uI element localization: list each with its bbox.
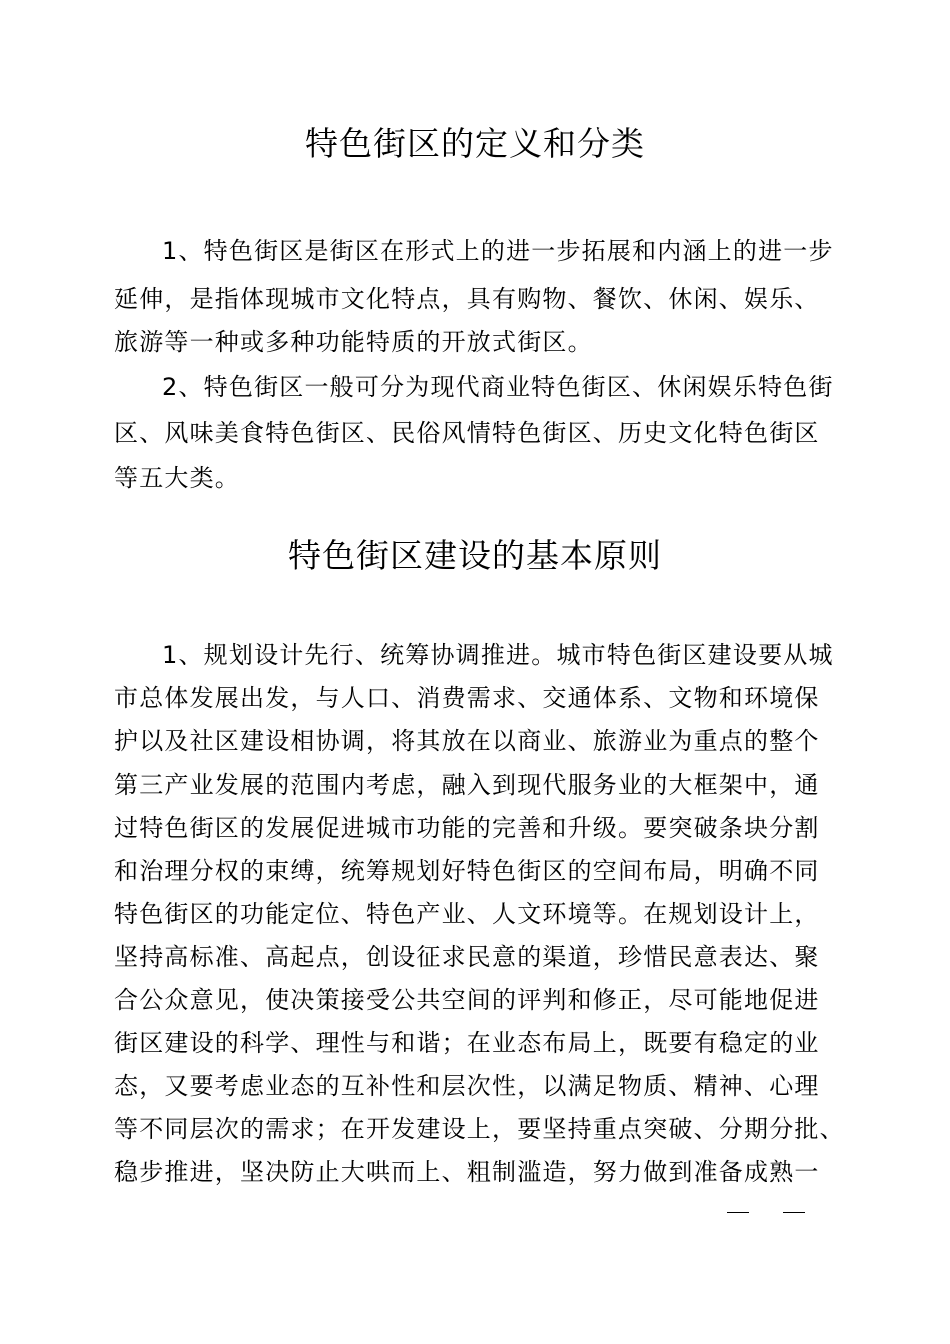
section-1-paragraph-line: 延伸，是指体现城市文化特点，具有购物、餐饮、休闲、娱乐、 <box>114 285 820 313</box>
section-1-paragraph-line: 等五大类。 <box>114 464 240 492</box>
section-2-paragraph-line: 坚持高标准、高起点，创设征求民意的渠道，珍惜民意表达、聚 <box>114 943 820 971</box>
section-2-paragraph-line: 等不同层次的需求；在开发建设上，要坚持重点突破、分期分批、 <box>114 1115 845 1143</box>
section-2-paragraph-line: 态，又要考虑业态的互补性和层次性，以满足物质、精神、心理 <box>114 1072 820 1100</box>
section-1-paragraph-line: 1、特色街区是街区在形式上的进一步拓展和内涵上的进一步 <box>162 237 834 265</box>
section-2-paragraph-line: 合公众意见，使决策接受公共空间的评判和修正，尽可能地促进 <box>114 986 820 1014</box>
section-1-paragraph-line: 区、风味美食特色街区、民俗风情特色街区、历史文化特色街区 <box>114 419 820 447</box>
section-1-paragraph-line: 旅游等一种或多种功能特质的开放式街区。 <box>114 328 593 356</box>
page-footer-dash-right <box>783 1212 805 1213</box>
section-2-title: 特色街区建设的基本原则 <box>288 536 662 575</box>
section-2-paragraph-line: 稳步推进，坚决防止大哄而上、粗制滥造，努力做到准备成熟一 <box>114 1158 820 1186</box>
section-2-paragraph-line: 特色街区的功能定位、特色产业、人文环境等。在规划设计上， <box>114 900 820 928</box>
section-2-paragraph-line: 和治理分权的束缚，统筹规划好特色街区的空间布局，明确不同 <box>114 857 820 885</box>
section-2-paragraph-line: 护以及社区建设相协调，将其放在以商业、旅游业为重点的整个 <box>114 727 820 755</box>
section-1-title: 特色街区的定义和分类 <box>305 124 645 163</box>
section-2-paragraph-line: 市总体发展出发，与人口、消费需求、交通体系、文物和环境保 <box>114 684 820 712</box>
section-2-paragraph-line: 过特色街区的发展促进城市功能的完善和升级。要突破条块分割 <box>114 814 820 842</box>
page-footer-dash-left <box>727 1212 749 1213</box>
section-2-paragraph-line: 第三产业发展的范围内考虑，融入到现代服务业的大框架中，通 <box>114 771 820 799</box>
section-1-paragraph-line: 2、特色街区一般可分为现代商业特色街区、休闲娱乐特色街 <box>162 373 834 401</box>
section-2-paragraph-line: 1、规划设计先行、统筹协调推进。城市特色街区建设要从城 <box>162 641 834 669</box>
section-2-paragraph-line: 街区建设的科学、理性与和谐；在业态布局上，既要有稳定的业 <box>114 1029 820 1057</box>
